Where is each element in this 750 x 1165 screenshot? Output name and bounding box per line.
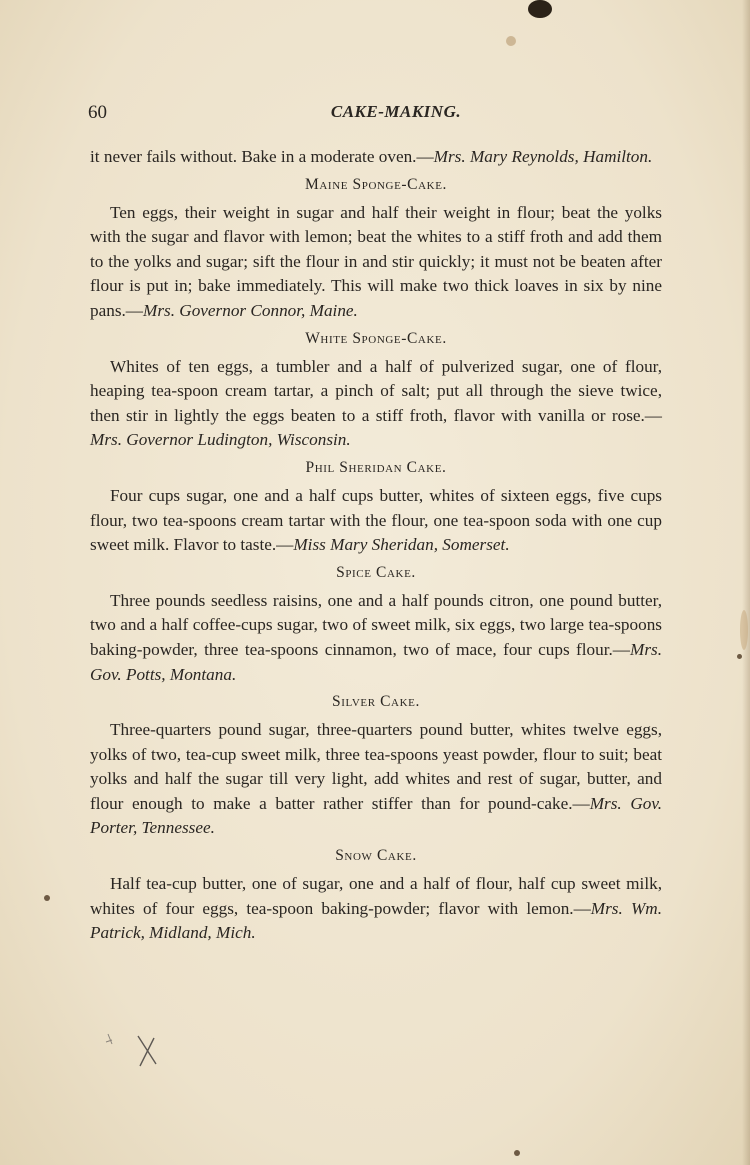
pencil-x-mark-icon <box>100 1030 160 1070</box>
recipe-title: Snow Cake. <box>335 847 417 865</box>
page-header <box>88 102 664 128</box>
intro-text: it never fails without. Bake in a moderate oven.— <box>90 147 434 166</box>
paper-stain <box>740 610 748 650</box>
recipe-attribution: Miss Mary Sheridan, Somerset. <box>293 535 510 555</box>
paper-stain <box>44 895 50 901</box>
recipe-title: Phil Sheridan Cake. <box>305 458 447 476</box>
recipe-body: Three-quarters pound sugar, three-quarters pound butter, whites twelve eggs, yolks of two, tea-cup sweet milk, three tea-spoons yeast powder, flour to suit; beat yolks and half the sugar till very light, add whites and rest of sugar, butter, and flour enough to make a batter rather stiffer than for pound-cake.— <box>90 720 662 813</box>
recipe-title: Spice Cake. <box>336 563 416 581</box>
recipe-body: Three pounds seedless raisins, one and a half pounds citron, one pound butter, two and a half coffee-cups sugar, two of sweet milk, six eggs, two large tea-spoons baking-powder, three tea-spoons cinnamon, two of mace, four cups flour.— <box>90 590 662 659</box>
recipe-title: Silver Cake. <box>332 693 420 711</box>
recipe-attribution: Mrs. Governor Ludington, Wisconsin. <box>90 430 351 450</box>
page-edge-shadow <box>742 0 750 1165</box>
recipe-text <box>90 718 662 841</box>
intro-paragraph <box>90 145 662 170</box>
recipe-body: Ten eggs, their weight in sugar and half their weight in flour; beat the yolks with the sugar and flavor with lemon; beat the whites to a stiff froth and add them to the yolks and sugar; sift the flour in and stir quickly; it must not be beaten after flour is put in; bake immediately. This will make two thick loaves in six by nine pans.— <box>90 202 662 320</box>
recipe-title: White Sponge-Cake. <box>305 329 447 347</box>
intro-attribution: Mrs. Mary Reynolds, Hamilton. <box>433 147 653 166</box>
paper-stain <box>514 1150 520 1156</box>
recipe-text <box>90 484 662 558</box>
recipe-body: Whites of ten eggs, a tumbler and a half of pulverized sugar, one of flour, heaping tea-spoon cream tartar, a pinch of salt; put all through the sieve twice, then stir in lightly the eggs beaten to a stiff froth, flavor with vanilla or rose.— <box>90 356 662 425</box>
recipe-text <box>90 589 662 687</box>
paper-stain <box>737 654 742 659</box>
recipe-title: Maine Sponge-Cake. <box>305 175 447 193</box>
recipe-text <box>90 201 662 324</box>
paper-stain <box>506 36 516 46</box>
recipe-body: Half tea-cup butter, one of sugar, one and a half of flour, half cup sweet milk, whites of four eggs, tea-spoon baking-powder; flavor with lemon.— <box>90 874 662 918</box>
recipe-attribution: Mrs. Governor Connor, Maine. <box>143 300 358 320</box>
recipe-text <box>90 355 662 453</box>
recipe-attribution: Mrs. Gov. Potts, Montana. <box>90 639 662 684</box>
running-title: CAKE-MAKING. <box>330 102 462 121</box>
recipe-attribution: Mrs. Wm. Patrick, Midland, Mich. <box>90 898 662 943</box>
pencil-mark <box>100 1030 160 1078</box>
page-number: 60 <box>88 102 107 123</box>
page-body <box>90 145 662 946</box>
recipe-text <box>90 872 662 946</box>
recipe-body: Four cups sugar, one and a half cups butter, whites of sixteen eggs, five cups flour, two tea-spoons cream tartar with the flour, one tea-spoon soda with one cup sweet milk. Flavor to taste.— <box>90 485 662 555</box>
ink-blot <box>528 0 552 18</box>
recipe-attribution: Mrs. Gov. Porter, Tennessee. <box>90 793 662 838</box>
